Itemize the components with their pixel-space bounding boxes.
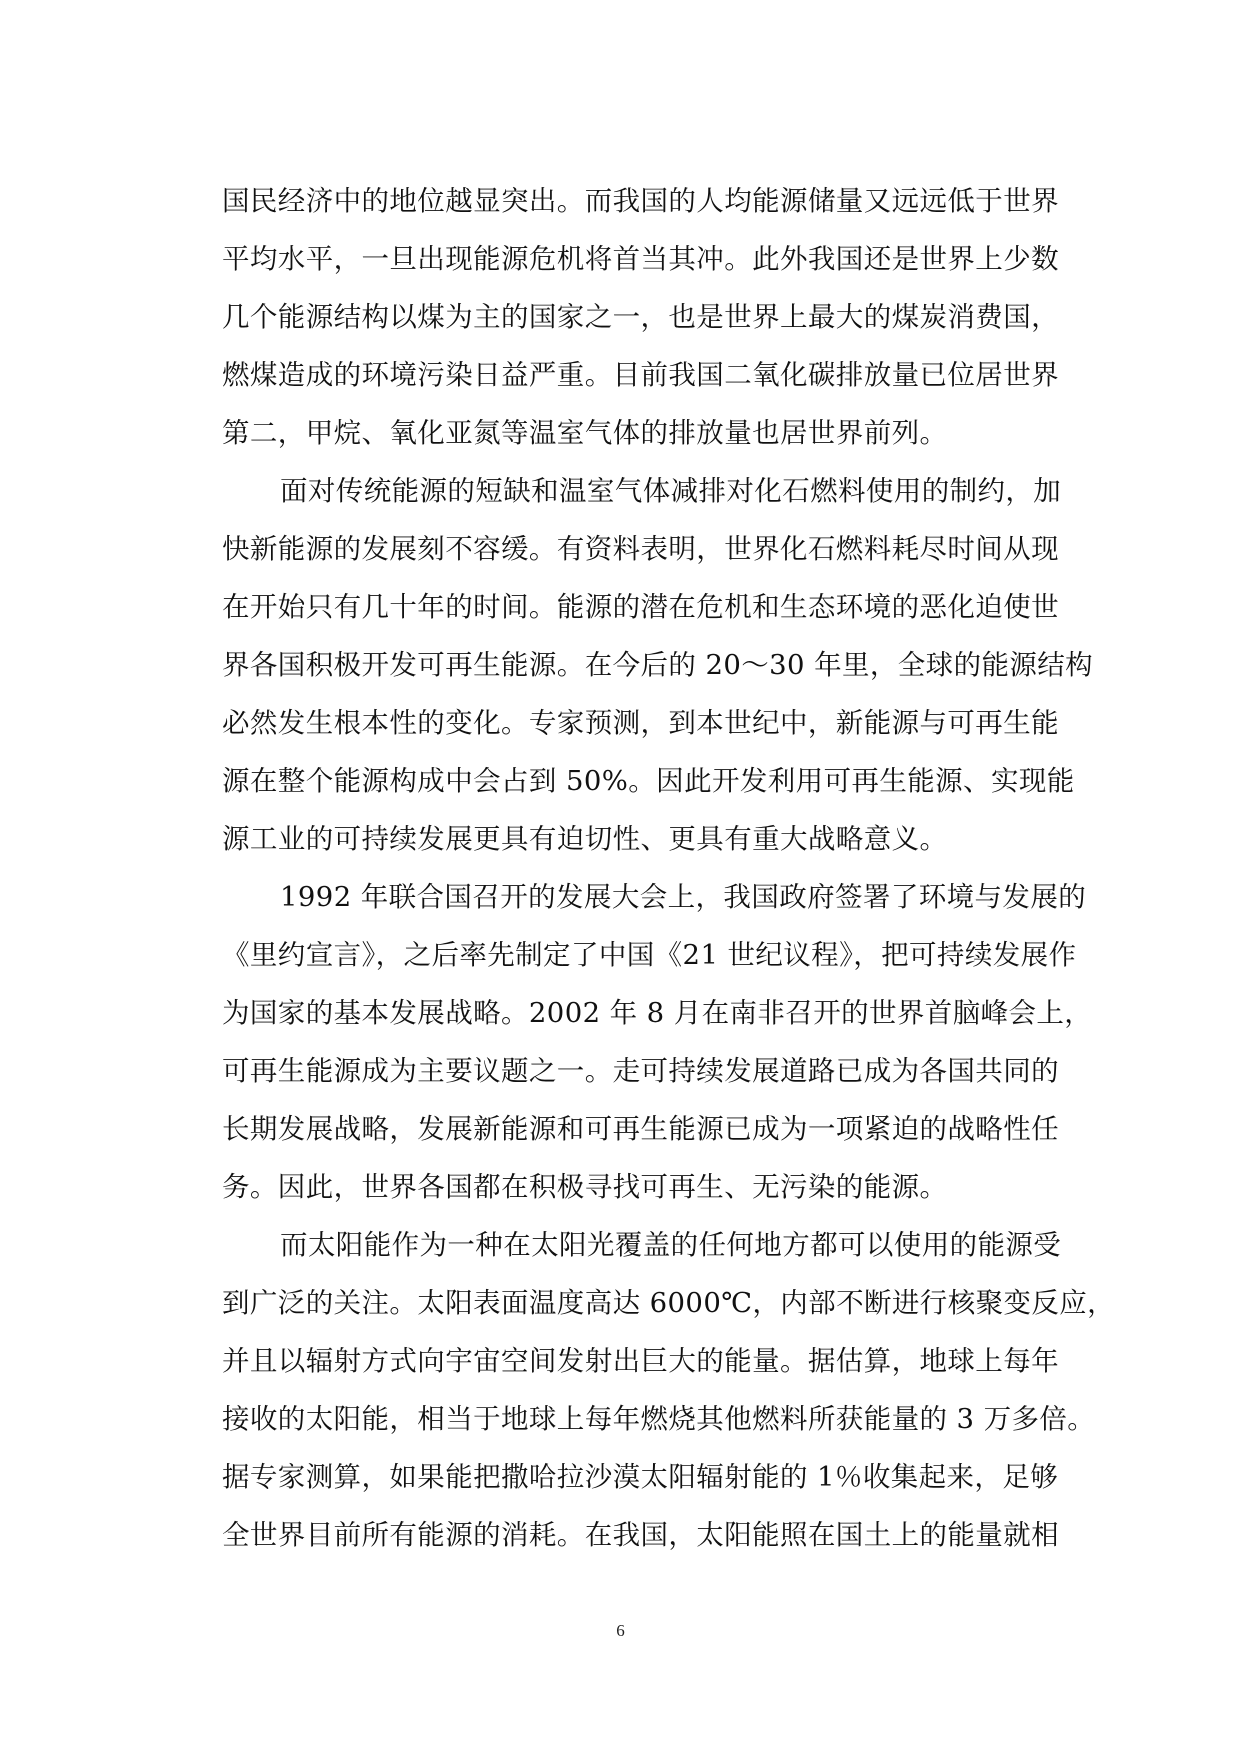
paragraph-first-line: 而太阳能作为一种在太阳光覆盖的任何地方都可以使用的能源受 xyxy=(280,1229,1062,1261)
text-line: 源在整个能源构成中会占到 50%。因此开发利用可再生能源、实现能 xyxy=(222,765,1075,797)
text-line: 快新能源的发展刻不容缓。有资料表明，世界化石燃料耗尽时间从现 xyxy=(222,533,1059,565)
text-line: 界各国积极开发可再生能源。在今后的 20～30 年里，全球的能源结构 xyxy=(222,649,1094,681)
text-line: 接收的太阳能，相当于地球上每年燃烧其他燃料所获能量的 3 万多倍。 xyxy=(222,1403,1096,1435)
paragraph-first-line: 1992 年联合国召开的发展大会上，我国政府签署了环境与发展的 xyxy=(280,881,1087,913)
text-line: 据专家测算，如果能把撒哈拉沙漠太阳辐射能的 1％收集起来，足够 xyxy=(222,1461,1059,1493)
body-text xyxy=(222,172,1116,1564)
text-line: 为国家的基本发展战略。2002 年 8 月在南非召开的世界首脑峰会上， xyxy=(222,997,1093,1029)
text-line: 全世界目前所有能源的消耗。在我国，太阳能照在国土上的能量就相 xyxy=(222,1519,1059,1551)
text-line: 务。因此，世界各国都在积极寻找可再生、无污染的能源。 xyxy=(222,1171,948,1203)
text-line: 国民经济中的地位越显突出。而我国的人均能源储量又远远低于世界 xyxy=(222,185,1059,217)
text-line: 在开始只有几十年的时间。能源的潜在危机和生态环境的恶化迫使世 xyxy=(222,591,1059,623)
text-line: 《里约宣言》，之后率先制定了中国《21 世纪议程》，把可持续发展作 xyxy=(222,939,1077,971)
text-line: 源工业的可持续发展更具有迫切性、更具有重大战略意义。 xyxy=(222,823,948,855)
text-line: 可再生能源成为主要议题之一。走可持续发展道路已成为各国共同的 xyxy=(222,1055,1059,1087)
text-line: 到广泛的关注。太阳表面温度高达 6000℃，内部不断进行核聚变反应， xyxy=(222,1287,1116,1319)
text-line: 燃煤造成的环境污染日益严重。目前我国二氧化碳排放量已位居世界 xyxy=(222,359,1059,391)
text-line: 第二，甲烷、氧化亚氮等温室气体的排放量也居世界前列。 xyxy=(222,417,948,449)
text-line: 并且以辐射方式向宇宙空间发射出巨大的能量。据估算，地球上每年 xyxy=(222,1345,1059,1377)
text-line: 必然发生根本性的变化。专家预测，到本世纪中，新能源与可再生能 xyxy=(222,707,1059,739)
text-line: 长期发展战略，发展新能源和可再生能源已成为一项紧迫的战略性任 xyxy=(222,1113,1059,1145)
paragraph-first-line: 面对传统能源的短缺和温室气体减排对化石燃料使用的制约，加 xyxy=(280,475,1062,507)
text-line: 几个能源结构以煤为主的国家之一，也是世界上最大的煤炭消费国， xyxy=(222,301,1059,333)
text-line: 平均水平，一旦出现能源危机将首当其冲。此外我国还是世界上少数 xyxy=(222,243,1059,275)
page-number: 6 xyxy=(616,1621,625,1640)
